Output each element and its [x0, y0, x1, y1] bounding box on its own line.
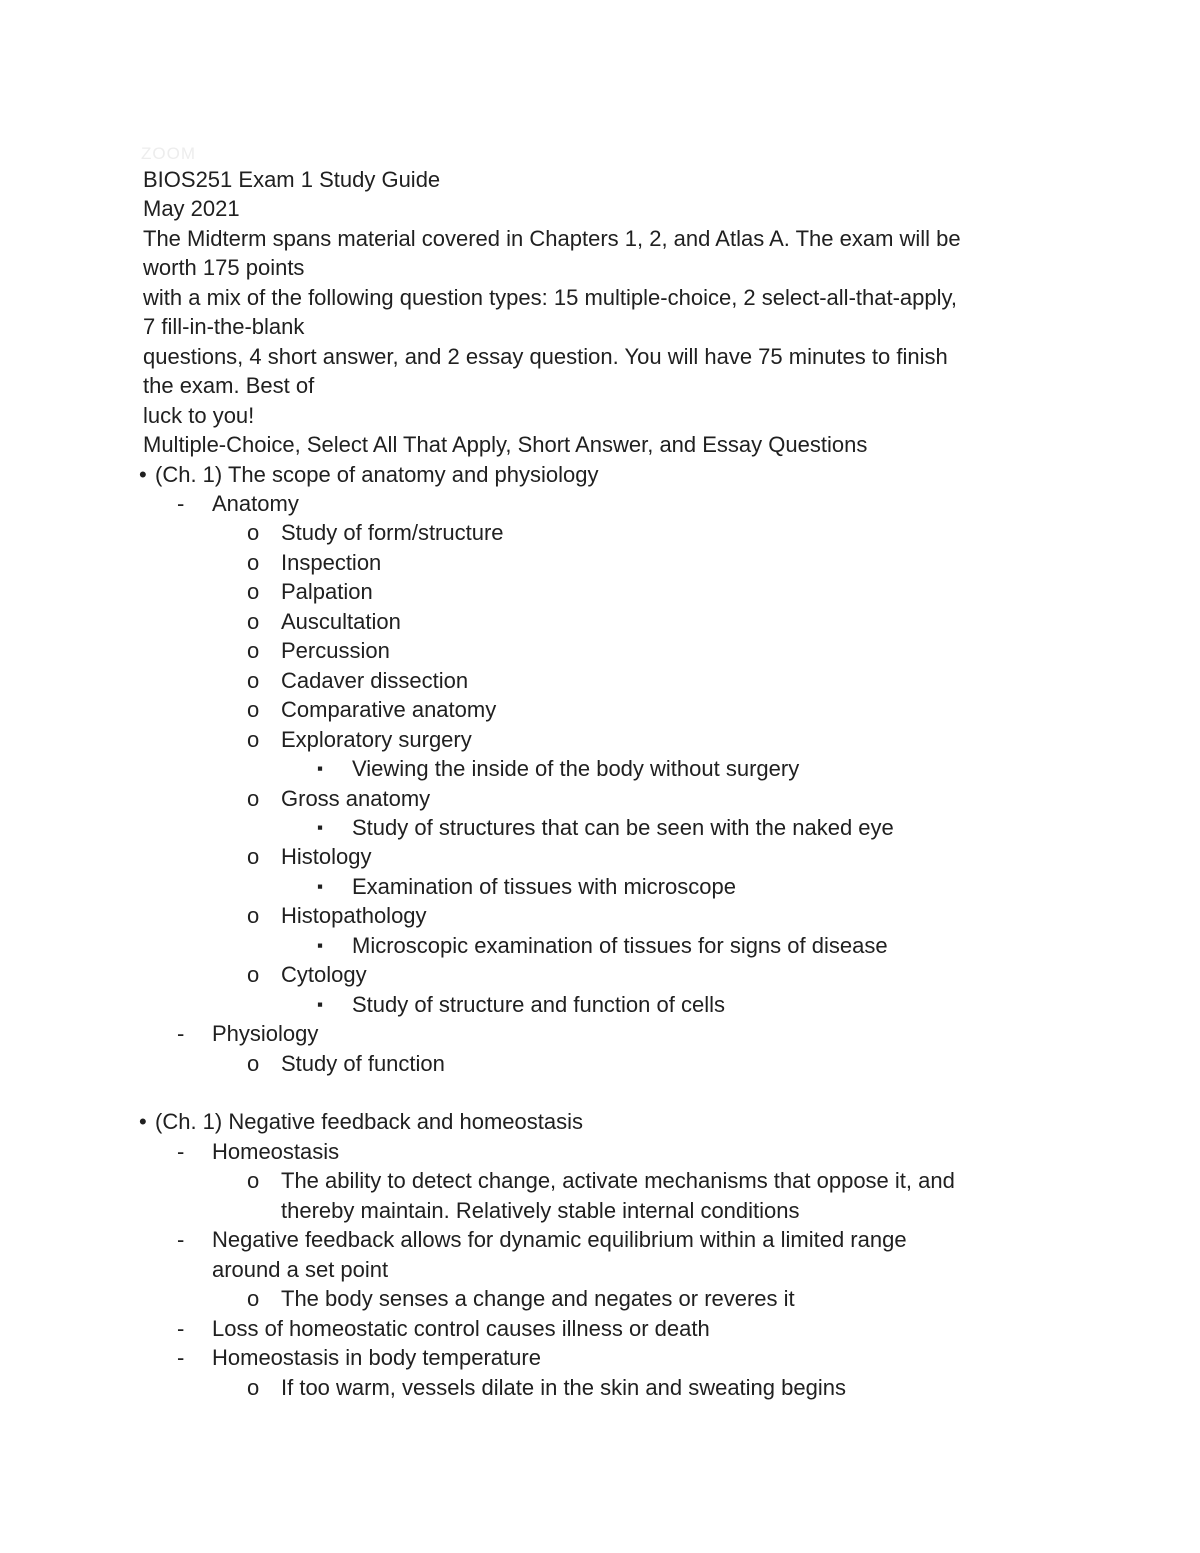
bullet-marker: o [247, 1286, 260, 1312]
blank-line [0, 1078, 1200, 1107]
document-line [0, 754, 1200, 783]
bullet-marker: o [247, 1374, 260, 1400]
bullet-marker: o [247, 903, 260, 929]
document-line [0, 725, 1200, 754]
line-text: Loss of homeostatic control causes illness or death [212, 1315, 710, 1341]
bullet-marker: - [177, 1227, 185, 1253]
line-text: luck to you! [143, 402, 255, 428]
document-line [0, 1166, 1200, 1195]
line-text: The ability to detect change, activate mechanisms that oppose it, and [281, 1168, 955, 1194]
bullet-marker: ▪ [317, 994, 324, 1014]
line-text: May 2021 [143, 196, 240, 222]
bullet-marker: • [139, 461, 147, 487]
bullet-marker: ▪ [317, 935, 324, 955]
document-line [0, 430, 1200, 459]
document-content [0, 165, 1200, 1402]
document-line [0, 990, 1200, 1019]
document-line [0, 1225, 1200, 1254]
document-line [0, 194, 1200, 223]
line-text: Microscopic examination of tissues for signs of disease [352, 932, 888, 958]
line-text: Examination of tissues with microscope [352, 873, 736, 899]
line-text: Gross anatomy [281, 785, 431, 811]
bullet-marker: o [247, 638, 260, 664]
document-line [0, 371, 1200, 400]
bullet-marker: o [247, 785, 260, 811]
line-text: Percussion [281, 638, 390, 664]
line-text: the exam. Best of [143, 373, 315, 399]
bullet-marker: o [247, 844, 260, 870]
document-line [0, 636, 1200, 665]
line-text: Study of function [281, 1050, 445, 1076]
line-text: Anatomy [212, 490, 299, 516]
line-text: Cadaver dissection [281, 667, 469, 693]
line-text: Histopathology [281, 903, 427, 929]
bullet-marker: o [247, 726, 260, 752]
line-text: Physiology [212, 1021, 319, 1047]
document-line [0, 872, 1200, 901]
line-text: thereby maintain. Relatively stable internal conditions [281, 1197, 800, 1223]
line-text: with a mix of the following question types: 15 multiple-choice, 2 select-all-that-apply, [143, 284, 957, 310]
line-text: Palpation [281, 579, 373, 605]
line-text: Study of form/structure [281, 520, 504, 546]
line-text: Homeostasis [212, 1138, 340, 1164]
bullet-marker: o [247, 1168, 260, 1194]
line-text: Viewing the inside of the body without surgery [352, 756, 800, 782]
document-line [0, 901, 1200, 930]
line-text: Multiple-Choice, Select All That Apply, Short Answer, and Essay Questions [143, 432, 868, 458]
document-line [0, 1373, 1200, 1402]
line-text: Inspection [281, 549, 382, 575]
document-line [0, 842, 1200, 871]
bullet-marker: o [247, 667, 260, 693]
line-text: questions, 4 short answer, and 2 essay question. You will have 75 minutes to finish [143, 343, 948, 369]
line-text: The Midterm spans material covered in Chapters 1, 2, and Atlas A. The exam will be [143, 225, 961, 251]
bullet-marker: o [247, 549, 260, 575]
document-line [0, 548, 1200, 577]
document-line [0, 224, 1200, 253]
line-text: (Ch. 1) Negative feedback and homeostasis [155, 1109, 584, 1135]
document-line [0, 1137, 1200, 1166]
document-line [0, 401, 1200, 430]
bullet-marker: • [139, 1109, 147, 1135]
zoom-watermark: ZOOM [141, 144, 196, 163]
line-text: Homeostasis in body temperature [212, 1345, 541, 1371]
document-line [0, 253, 1200, 282]
document-line [0, 666, 1200, 695]
document-line [0, 695, 1200, 724]
document-line [0, 931, 1200, 960]
document-line [0, 1107, 1200, 1136]
line-text: Comparative anatomy [281, 697, 497, 723]
document-line [0, 1314, 1200, 1343]
line-text: Exploratory surgery [281, 726, 472, 752]
bullet-marker: ▪ [317, 876, 324, 896]
line-text: around a set point [212, 1256, 389, 1282]
bullet-marker: - [177, 1315, 185, 1341]
line-text: Negative feedback allows for dynamic equilibrium within a limited range [212, 1227, 907, 1253]
document-line [0, 1049, 1200, 1078]
document-line [0, 784, 1200, 813]
bullet-marker: o [247, 520, 260, 546]
line-text: Study of structure and function of cells [352, 991, 725, 1017]
document-line [0, 607, 1200, 636]
line-text: Cytology [281, 962, 367, 988]
line-text: BIOS251 Exam 1 Study Guide [143, 167, 441, 192]
document-line [0, 577, 1200, 606]
line-text: Study of structures that can be seen with the naked eye [352, 814, 894, 840]
bullet-marker: ▪ [317, 817, 324, 837]
document-line [0, 1196, 1200, 1225]
bullet-marker: - [177, 1138, 185, 1164]
line-text: worth 175 points [143, 255, 305, 281]
bullet-marker: o [247, 1050, 260, 1076]
document-line [0, 312, 1200, 341]
document-line [0, 342, 1200, 371]
bullet-marker: - [177, 1345, 185, 1371]
bullet-marker: o [247, 962, 260, 988]
document-line [0, 1343, 1200, 1372]
bullet-marker: o [247, 579, 260, 605]
document-line [0, 1284, 1200, 1313]
bullet-marker: - [177, 490, 185, 516]
document-line [0, 960, 1200, 989]
line-text: (Ch. 1) The scope of anatomy and physiology [155, 461, 599, 487]
document-line [0, 518, 1200, 547]
bullet-marker: - [177, 1021, 185, 1047]
document-line [0, 1255, 1200, 1284]
line-text: The body senses a change and negates or reveres it [281, 1286, 795, 1312]
document-line [0, 1019, 1200, 1048]
document-line [0, 813, 1200, 842]
line-text: Auscultation [281, 608, 401, 634]
bullet-marker: o [247, 608, 260, 634]
document-title [0, 165, 1200, 194]
bullet-marker: ▪ [317, 759, 324, 779]
line-text: 7 fill-in-the-blank [143, 314, 305, 340]
document-line [0, 489, 1200, 518]
line-text: If too warm, vessels dilate in the skin and sweating begins [281, 1374, 846, 1400]
bullet-marker: o [247, 697, 260, 723]
document-line [0, 283, 1200, 312]
line-text: Histology [281, 844, 372, 870]
document-line [0, 460, 1200, 489]
